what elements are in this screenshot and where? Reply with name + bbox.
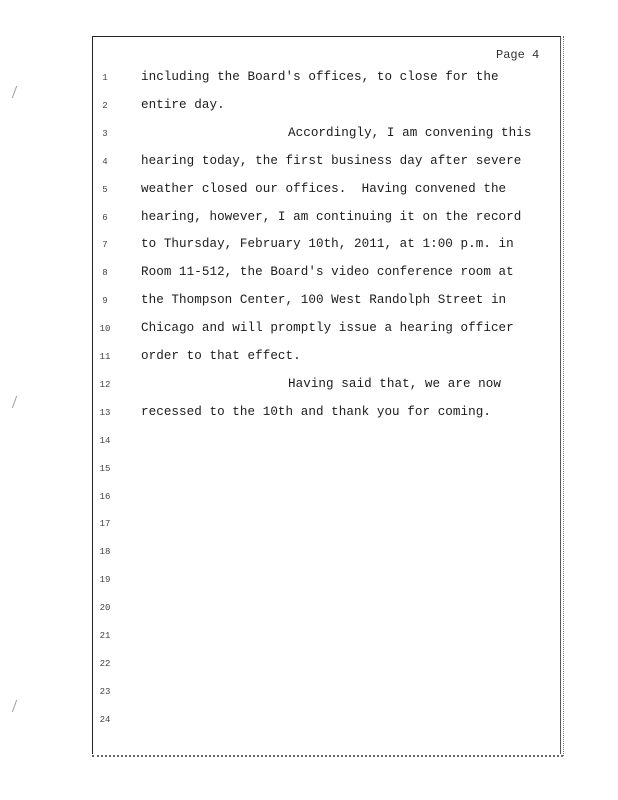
line-text: weather closed our offices. Having convened the: [141, 181, 507, 196]
bottom-edge-perforation: [92, 755, 563, 757]
line-number: 11: [99, 352, 111, 362]
transcript-line: [0, 488, 618, 508]
transcript-line: [0, 153, 618, 173]
line-number: 8: [102, 268, 108, 279]
line-text: Accordingly, I am convening this: [288, 125, 532, 140]
line-number: 10: [99, 324, 111, 335]
line-number: 6: [102, 212, 108, 223]
transcript-line: [0, 236, 618, 256]
transcript-line: [0, 571, 618, 591]
line-text: including the Board's offices, to close for the: [141, 70, 499, 84]
line-text: to Thursday, February 10th, 2011, at 1:00 p.m. in: [141, 237, 514, 252]
line-number: 9: [102, 296, 108, 307]
line-number: 12: [99, 379, 111, 390]
transcript-line: [0, 97, 618, 117]
line-number: 14: [99, 435, 111, 446]
line-text: recessed to the 10th and thank you for coming.: [141, 404, 491, 419]
transcript-line: [0, 181, 618, 201]
line-number: 17: [99, 519, 111, 530]
line-number: 23: [99, 686, 111, 697]
line-number: 1: [102, 73, 108, 83]
transcript-line: [0, 655, 618, 675]
line-number: 3: [102, 128, 108, 139]
line-number: 21: [99, 631, 111, 641]
transcript-line: [0, 69, 618, 89]
line-text: the Thompson Center, 100 West Randolph Street in: [141, 293, 507, 308]
transcript-line: [0, 292, 618, 312]
transcript-line: [0, 209, 618, 229]
transcript-line: [0, 125, 618, 145]
transcript-line: [0, 264, 618, 284]
line-text: Having said that, we are now: [288, 376, 502, 391]
transcript-line: [0, 683, 618, 703]
line-number: 15: [99, 463, 111, 474]
transcript-line: [0, 460, 618, 480]
transcript-line: [0, 599, 618, 619]
line-number: 24: [99, 714, 111, 725]
line-number: 16: [99, 491, 111, 502]
line-number: 20: [99, 603, 111, 614]
transcript-line: [0, 711, 618, 731]
line-number: 18: [99, 547, 111, 558]
line-number: 2: [102, 100, 108, 111]
line-text: hearing today, the first business day after severe: [141, 153, 522, 168]
line-number: 19: [99, 575, 111, 586]
transcript-line: [0, 320, 618, 340]
line-number: 5: [102, 184, 108, 195]
transcript-line: [0, 543, 618, 563]
line-number: 13: [99, 407, 111, 418]
line-number: 7: [102, 240, 108, 251]
line-text: entire day.: [141, 97, 225, 112]
transcript-line: [0, 404, 618, 424]
transcript-line: [0, 432, 618, 452]
line-number: 22: [99, 658, 111, 669]
line-text: Chicago and will promptly issue a hearing officer: [141, 321, 514, 336]
transcript-line: [0, 348, 618, 368]
transcript-line: [0, 515, 618, 535]
page-number: Page 4: [496, 48, 540, 62]
transcript-line: [0, 376, 618, 396]
transcript-line: [0, 627, 618, 647]
line-text: hearing, however, I am continuing it on the record: [141, 209, 522, 224]
line-text: Room 11-512, the Board's video conference room at: [141, 265, 514, 280]
line-number: 4: [102, 156, 108, 167]
line-text: order to that effect.: [141, 349, 301, 363]
